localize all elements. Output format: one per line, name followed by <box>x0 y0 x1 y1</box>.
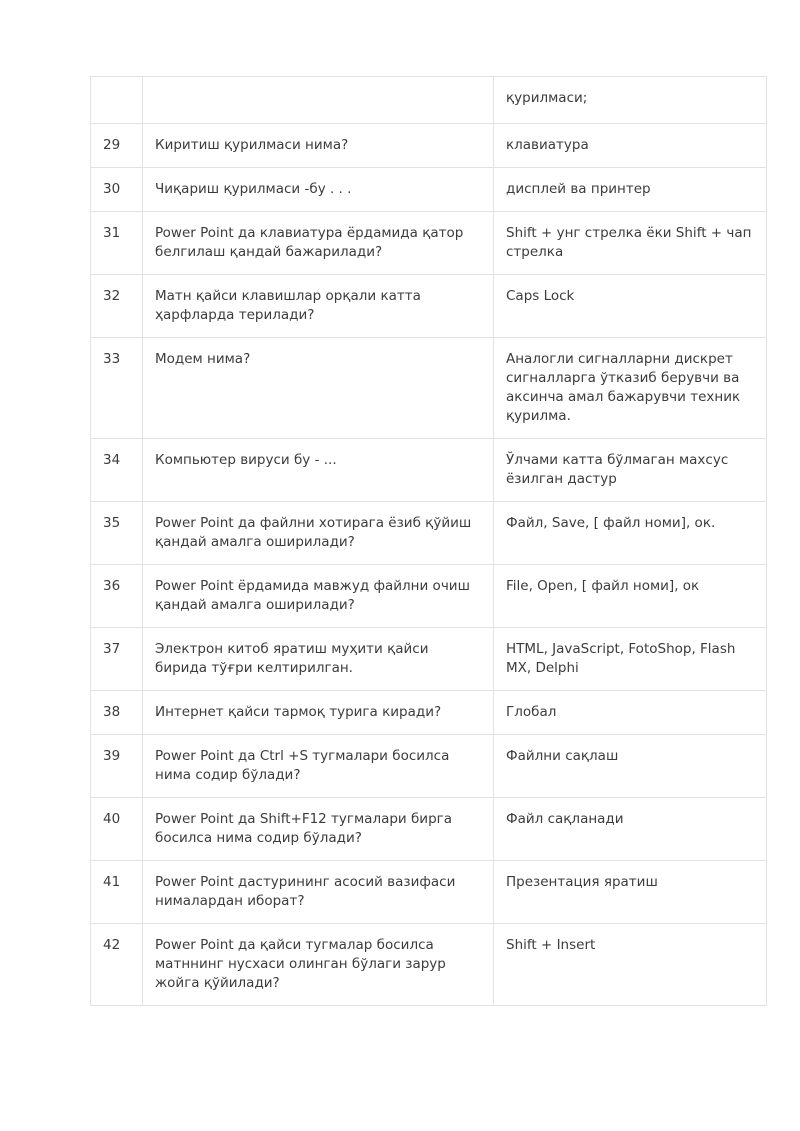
answer-cell: Ўлчами катта бўлмаган махсус ёзилган дастур <box>494 439 767 502</box>
row-number: 41 <box>91 861 143 924</box>
question-cell: Power Point дастурининг асосий вазифаси нималардан иборат? <box>143 861 494 924</box>
question-cell: Модем нима? <box>143 338 494 439</box>
table-row <box>91 439 767 502</box>
answer-cell: клавиатура <box>494 124 767 168</box>
table-row <box>91 168 767 212</box>
row-number: 32 <box>91 275 143 338</box>
question-cell: Компьютер вируси бу - ... <box>143 439 494 502</box>
table-row <box>91 924 767 1006</box>
answer-cell: қурилмаси; <box>494 77 767 124</box>
answer-cell: Caps Lock <box>494 275 767 338</box>
table-row <box>91 124 767 168</box>
question-cell: Power Point ёрдамида мавжуд файлни очиш қандай амалга оширилади? <box>143 565 494 628</box>
question-cell: Power Point да Ctrl +S тугмалари босилса нима содир бўлади? <box>143 735 494 798</box>
answer-cell: Shift + Insert <box>494 924 767 1006</box>
row-number: 37 <box>91 628 143 691</box>
row-number: 40 <box>91 798 143 861</box>
question-cell: Киритиш қурилмаси нима? <box>143 124 494 168</box>
answer-cell: Глобал <box>494 691 767 735</box>
answer-cell: Презентация яратиш <box>494 861 767 924</box>
table-row <box>91 338 767 439</box>
row-number: 38 <box>91 691 143 735</box>
row-number: 39 <box>91 735 143 798</box>
row-number <box>91 77 143 124</box>
table-row <box>91 77 767 124</box>
table-row <box>91 691 767 735</box>
row-number: 36 <box>91 565 143 628</box>
table-row <box>91 275 767 338</box>
question-cell: Power Point да файлни хотирага ёзиб қўйиш қандай амалга оширилади? <box>143 502 494 565</box>
answer-cell: Аналогли сигналларни дискрет сигналларга ўтказиб берувчи ва аксинча амал бажарувчи техник қурилма. <box>494 338 767 439</box>
table-row <box>91 565 767 628</box>
answer-cell: Файлни сақлаш <box>494 735 767 798</box>
question-cell: Power Point да Shift+F12 тугмалари бирга босилса нима содир бўлади? <box>143 798 494 861</box>
qa-table <box>90 76 767 1006</box>
row-number: 42 <box>91 924 143 1006</box>
table-row <box>91 798 767 861</box>
answer-cell: File, Open, [ файл номи], ок <box>494 565 767 628</box>
answer-cell: HTML, JavaScript, FotoShop, Flash MX, Delphi <box>494 628 767 691</box>
table-row <box>91 628 767 691</box>
row-number: 34 <box>91 439 143 502</box>
question-cell: Электрон китоб яратиш муҳити қайси бирида тўғри келтирилган. <box>143 628 494 691</box>
table-row <box>91 861 767 924</box>
question-cell: Интернет қайси тармоқ турига киради? <box>143 691 494 735</box>
table-row <box>91 212 767 275</box>
question-cell: Power Point да қайси тугмалар босилса матннинг нусхаси олинган бўлаги зарур жойга қўйилади? <box>143 924 494 1006</box>
answer-cell: дисплей ва принтер <box>494 168 767 212</box>
answer-cell: Файл, Save, [ файл номи], ок. <box>494 502 767 565</box>
question-cell: Чиқариш қурилмаси -бу . . . <box>143 168 494 212</box>
row-number: 33 <box>91 338 143 439</box>
question-cell <box>143 77 494 124</box>
question-cell: Power Point да клавиатура ёрдамида қатор белгилаш қандай бажарилади? <box>143 212 494 275</box>
answer-cell: Shift + унг стрелка ёки Shift + чап стрелка <box>494 212 767 275</box>
table-row <box>91 735 767 798</box>
row-number: 31 <box>91 212 143 275</box>
table-row <box>91 502 767 565</box>
answer-cell: Файл сақланади <box>494 798 767 861</box>
row-number: 30 <box>91 168 143 212</box>
question-cell: Матн қайси клавишлар орқали катта ҳарфларда терилади? <box>143 275 494 338</box>
row-number: 29 <box>91 124 143 168</box>
row-number: 35 <box>91 502 143 565</box>
